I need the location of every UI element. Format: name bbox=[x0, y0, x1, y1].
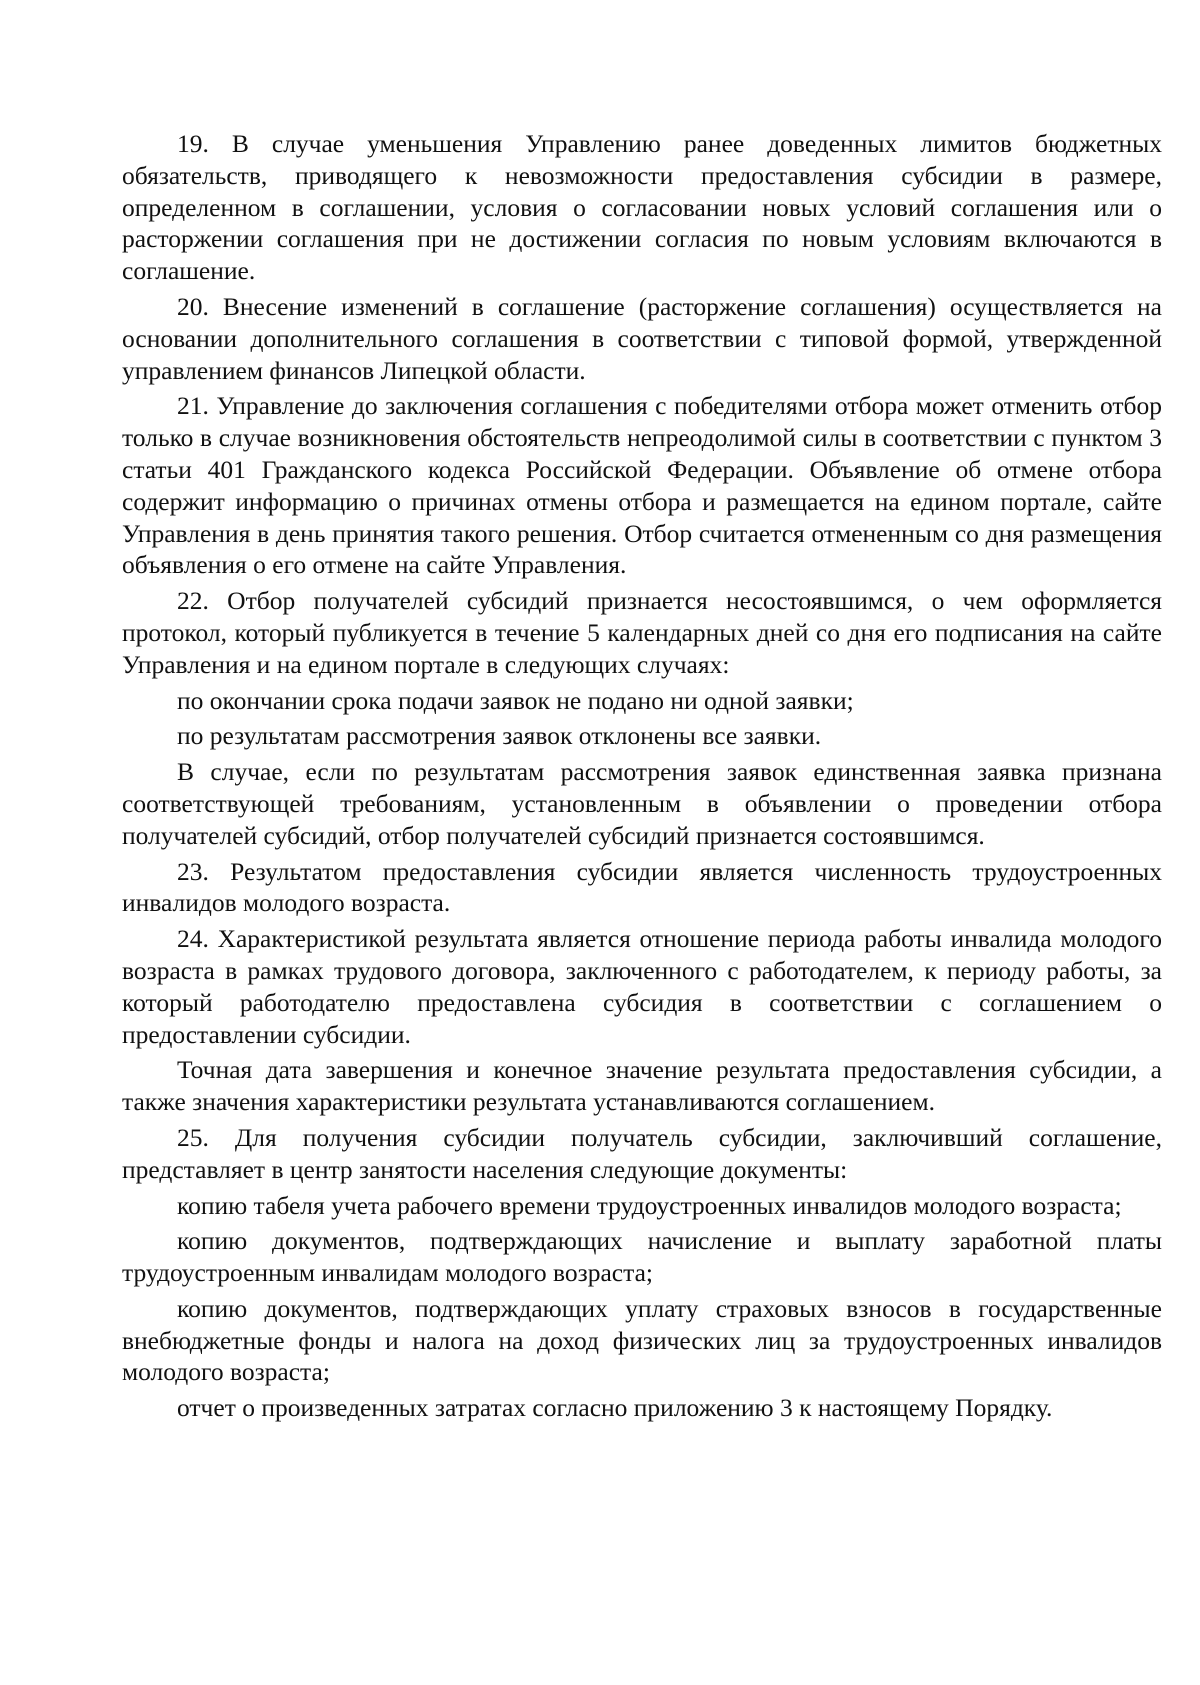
paragraph-21: 21. Управление до заключения соглашения с победителями отбора может отменить отбор только в случае возникновения обстоятельств непреодолимой силы в соответствии с пунктом 3 статьи 401 Гражданского кодекса Российской Федерации. Объявление об отмене отбора содержит информацию о причинах отмены отбора и размещается на едином портале, сайте Управления в день принятия такого решения. Отбор считается отмененным со дня размещения объявления о его отмене на сайте Управления. bbox=[122, 391, 1162, 580]
paragraph-25: 25. Для получения субсидии получатель субсидии, заключивший соглашение, представляет в центр занятости населения следующие документы: bbox=[122, 1122, 1162, 1184]
paragraph-22: 22. Отбор получателей субсидий признается несостоявшимся, о чем оформляется протокол, который публикуется в течение 5 календарных дней со дня его подписания на сайте Управления и на едином портале в следующих случаях: bbox=[122, 586, 1162, 679]
paragraph-24-result-date: Точная дата завершения и конечное значение результата предоставления субсидии, а также значения характеристики результата устанавливаются соглашением. bbox=[122, 1055, 1162, 1117]
paragraph-19: 19. В случае уменьшения Управлению ранее доведенных лимитов бюджетных обязательств, приводящего к невозможности предоставления субсидии в размере, определенном в соглашении, условия о согласовании новых условий соглашения или о расторжении соглашения при не достижении согласия по новым условиям включаются в соглашение. bbox=[122, 129, 1162, 286]
paragraph-25-item-2: копию документов, подтверждающих начисление и выплату заработной платы трудоустроенным инвалидам молодого возраста; bbox=[122, 1226, 1162, 1288]
paragraph-25-item-1: копию табеля учета рабочего времени трудоустроенных инвалидов молодого возраста; bbox=[177, 1190, 1122, 1220]
paragraph-23: 23. Результатом предоставления субсидии является численность трудоустроенных инвалидов молодого возраста. bbox=[122, 856, 1162, 918]
paragraph-22-case-2: по результатам рассмотрения заявок отклонены все заявки. bbox=[177, 721, 822, 751]
paragraph-25-item-3: копию документов, подтверждающих уплату страховых взносов в государственные внебюджетные фонды и налога на доход физических лиц за трудоустроенных инвалидов молодого возраста; bbox=[122, 1293, 1162, 1387]
paragraph-24: 24. Характеристикой результата является отношение периода работы инвалида молодого возраста в рамках трудового договора, заключенного с работодателем, к периоду работы, за который работодателю предоставлена субсидия в соответствии с соглашением о предоставлении субсидии. bbox=[122, 924, 1162, 1049]
paragraph-20: 20. Внесение изменений в соглашение (расторжение соглашения) осуществляется на основании дополнительного соглашения в соответствии с типовой формой, утвержденной управлением финансов Липецкой области. bbox=[122, 291, 1162, 385]
paragraph-25-item-4: отчет о произведенных затратах согласно приложению 3 к настоящему Порядку. bbox=[177, 1393, 1053, 1423]
paragraph-22-case-1: по окончании срока подачи заявок не подано ни одной заявки; bbox=[177, 685, 854, 715]
paragraph-22-single-application: В случае, если по результатам рассмотрения заявок единственная заявка признана соответствующей требованиям, установленным в объявлении о проведении отбора получателей субсидий, отбор получателей субсидий признается состоявшимся. bbox=[122, 757, 1162, 850]
